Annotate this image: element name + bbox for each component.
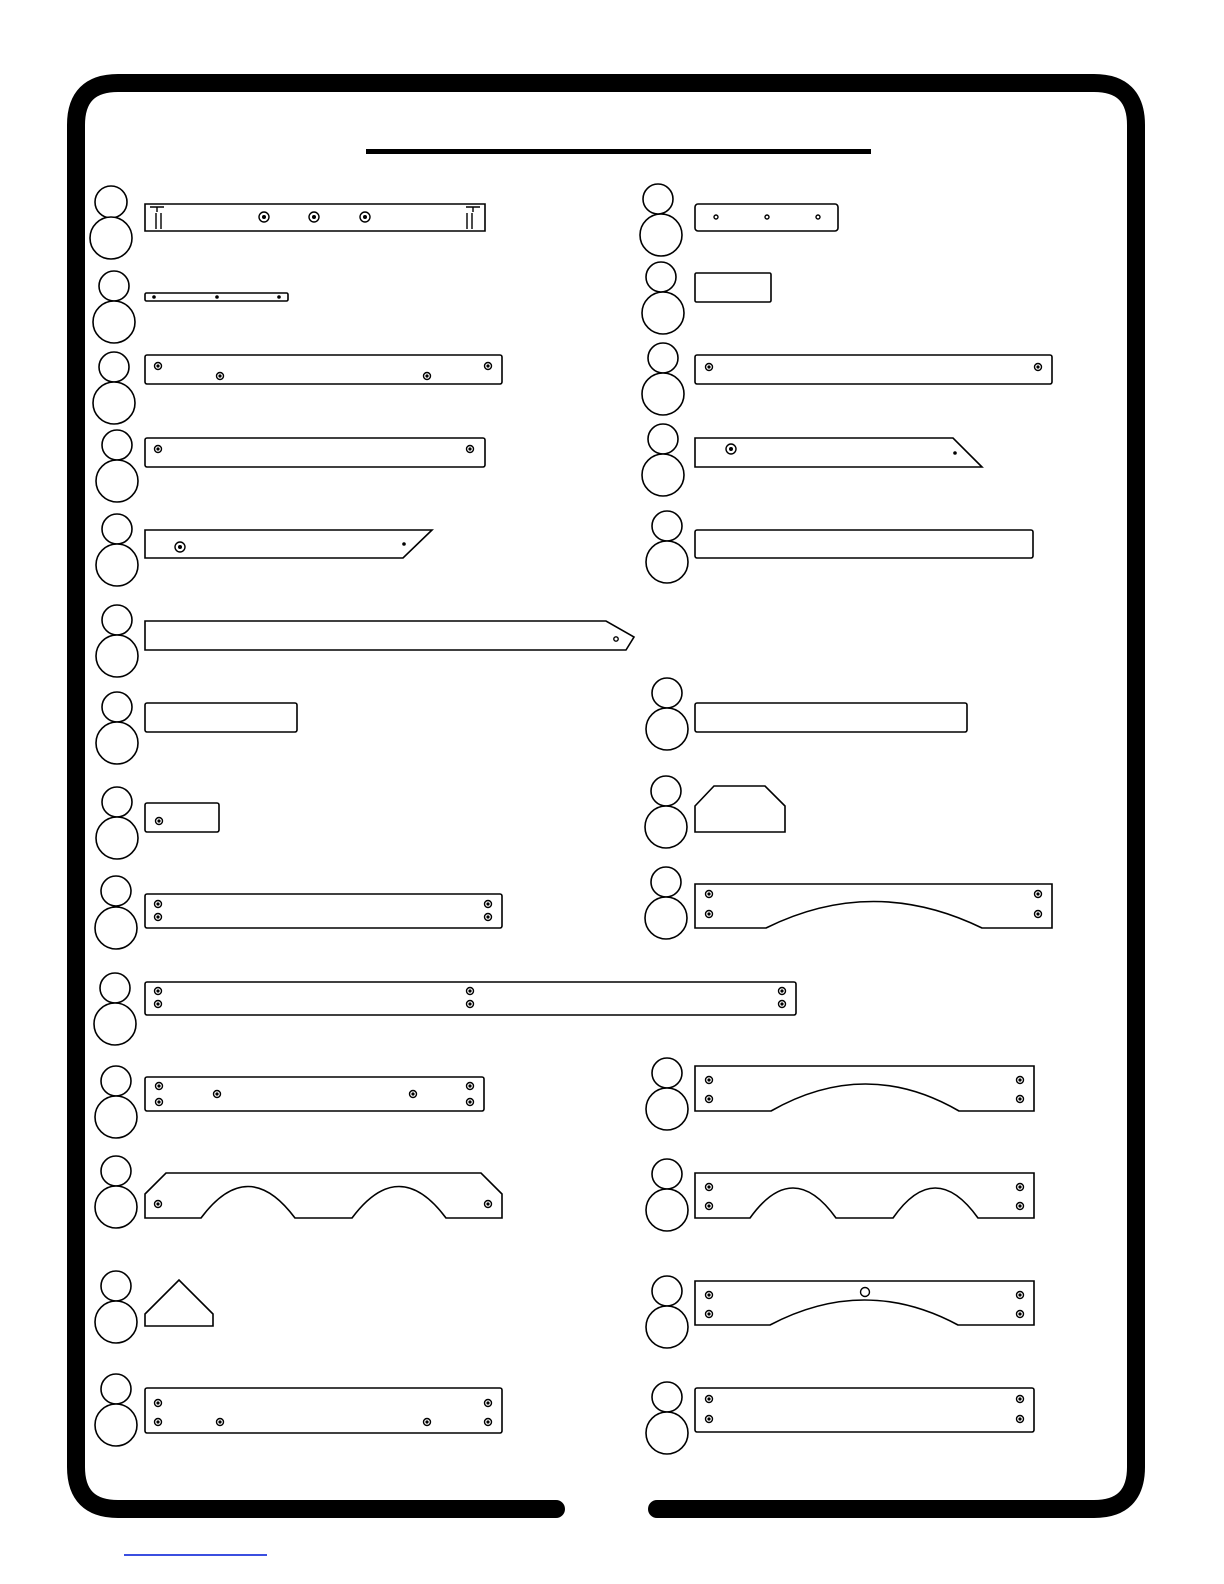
part-left-7 <box>96 692 297 764</box>
part-right-1 <box>640 184 838 256</box>
part-number-circle <box>651 867 681 897</box>
part-left-9 <box>95 876 502 949</box>
part-qty-circle <box>642 454 684 496</box>
part-number-circle <box>102 514 132 544</box>
part-number-circle <box>102 605 132 635</box>
part-left-10 <box>94 973 796 1045</box>
part-left-11 <box>95 1066 484 1138</box>
part-number-circle <box>652 678 682 708</box>
part-qty-circle <box>96 460 138 502</box>
part-number-circle <box>99 271 129 301</box>
footer-link-underline[interactable] <box>124 1554 267 1556</box>
part-number-circle <box>652 1382 682 1412</box>
part-number-circle <box>102 787 132 817</box>
title-rule <box>366 149 871 154</box>
part-right-12 <box>646 1382 1034 1454</box>
part-qty-circle <box>646 1412 688 1454</box>
part-qty-circle <box>646 708 688 750</box>
part-left-3 <box>93 352 502 424</box>
part-number-circle <box>652 1058 682 1088</box>
part-right-2 <box>642 262 771 334</box>
part-left-6 <box>96 605 634 677</box>
part-right-9 <box>646 1058 1034 1130</box>
part-qty-circle <box>96 722 138 764</box>
part-right-6 <box>646 678 967 750</box>
part-left-1 <box>90 186 485 259</box>
part-number-circle <box>648 424 678 454</box>
part-qty-circle <box>642 292 684 334</box>
part-left-12 <box>95 1156 502 1228</box>
part-right-7 <box>645 776 785 848</box>
part-qty-circle <box>95 1186 137 1228</box>
part-qty-circle <box>95 1301 137 1343</box>
part-qty-circle <box>646 1189 688 1231</box>
part-qty-circle <box>646 541 688 583</box>
part-qty-circle <box>95 907 137 949</box>
part-left-5 <box>96 514 432 586</box>
part-left-2 <box>93 271 288 343</box>
part-qty-circle <box>640 214 682 256</box>
part-right-3 <box>642 343 1052 415</box>
part-right-8 <box>645 867 1052 939</box>
part-qty-circle <box>96 635 138 677</box>
part-right-10 <box>646 1159 1034 1231</box>
part-qty-circle <box>95 1096 137 1138</box>
part-number-circle <box>101 1156 131 1186</box>
part-qty-circle <box>646 1306 688 1348</box>
part-left-13 <box>95 1271 213 1343</box>
part-qty-circle <box>93 382 135 424</box>
part-number-circle <box>652 1159 682 1189</box>
part-qty-circle <box>642 373 684 415</box>
part-qty-circle <box>94 1003 136 1045</box>
part-number-circle <box>101 1271 131 1301</box>
part-qty-circle <box>646 1088 688 1130</box>
part-left-4 <box>96 430 485 502</box>
part-right-4 <box>642 424 982 496</box>
part-number-circle <box>648 343 678 373</box>
part-qty-circle <box>90 217 132 259</box>
part-number-circle <box>101 876 131 906</box>
part-number-circle <box>651 776 681 806</box>
part-right-11 <box>646 1276 1034 1348</box>
part-qty-circle <box>645 897 687 939</box>
part-number-circle <box>102 692 132 722</box>
part-number-circle <box>652 1276 682 1306</box>
part-left-14 <box>95 1374 502 1446</box>
part-number-circle <box>652 511 682 541</box>
part-qty-circle <box>93 301 135 343</box>
part-number-circle <box>99 352 129 382</box>
part-number-circle <box>643 184 673 214</box>
part-right-5 <box>646 511 1033 583</box>
part-qty-circle <box>96 544 138 586</box>
part-left-8 <box>96 787 219 859</box>
part-qty-circle <box>645 806 687 848</box>
part-qty-circle <box>96 817 138 859</box>
part-number-circle <box>100 973 130 1003</box>
part-qty-circle <box>95 1404 137 1446</box>
part-number-circle <box>101 1374 131 1404</box>
part-number-circle <box>646 262 676 292</box>
part-number-circle <box>102 430 132 460</box>
part-number-circle <box>101 1066 131 1096</box>
part-number-circle <box>95 186 127 218</box>
